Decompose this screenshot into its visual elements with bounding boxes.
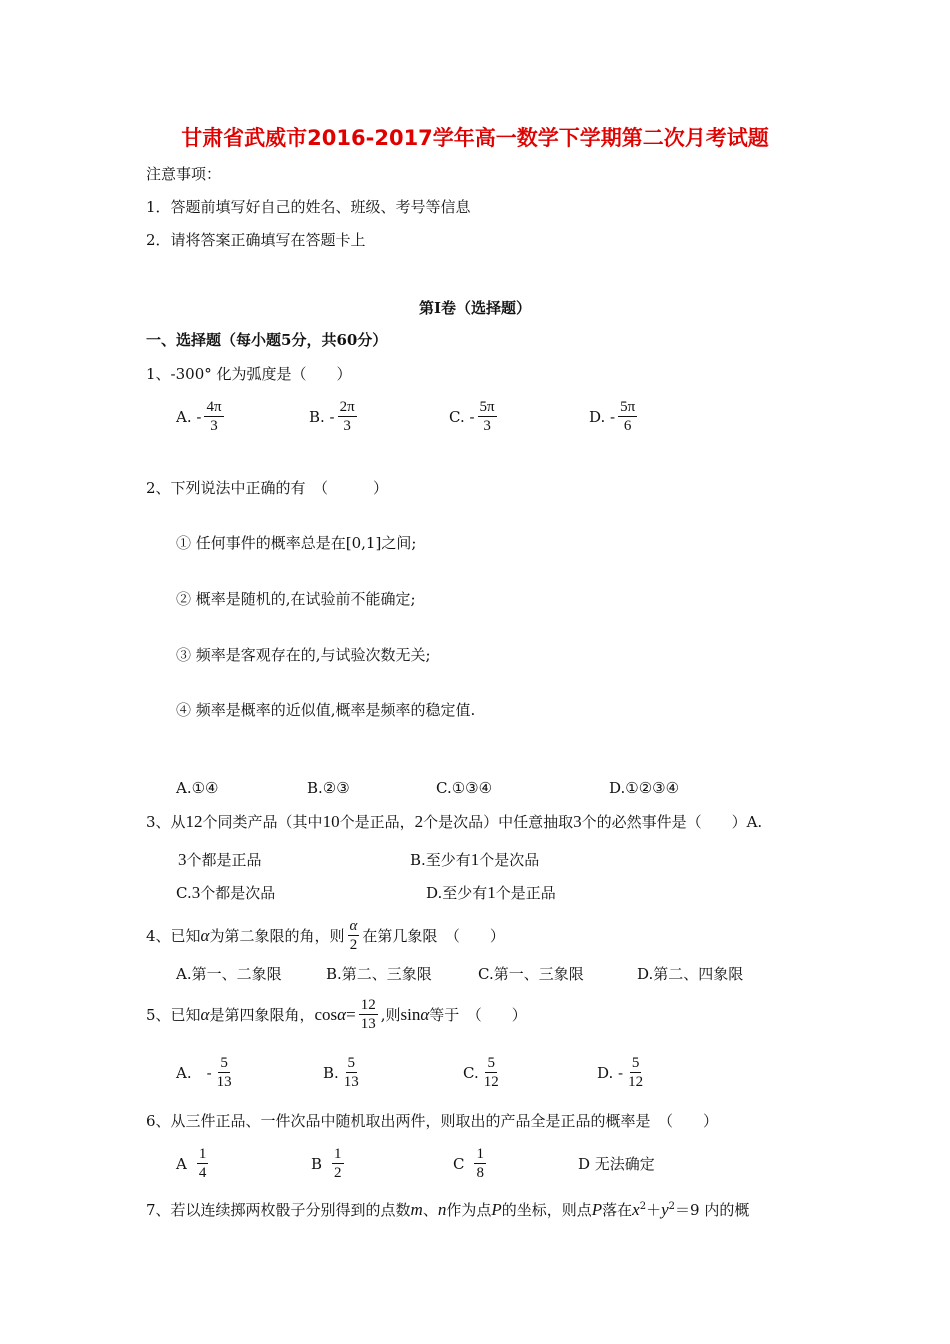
denominator: 3 (343, 418, 351, 434)
q3-option-c (176, 883, 275, 903)
text: 5、已知 (146, 1006, 201, 1024)
option-label: B. (323, 1063, 339, 1082)
q4-option-d: D.第二、四象限 (637, 965, 744, 983)
number: 2 (414, 812, 424, 831)
q2-stem: 2、下列说法中正确的有 （ ） (146, 479, 389, 497)
option-label: C (453, 1154, 465, 1173)
text: 在第几象限 （ ） (362, 927, 505, 945)
fraction (474, 1145, 486, 1182)
text: ＋ (646, 1201, 662, 1219)
q3-option-d (426, 883, 556, 903)
q3-option-b (410, 850, 539, 870)
option-label: A. - (176, 1064, 212, 1082)
number: 10 (322, 812, 340, 831)
text: D.至少有 (426, 884, 488, 902)
q4-stem (146, 917, 505, 954)
var-m: m (410, 1200, 423, 1219)
denominator: 3 (483, 418, 491, 434)
alpha-symbol: α (200, 925, 210, 945)
denominator: 13 (343, 1074, 359, 1090)
option-label: C. - (449, 407, 475, 426)
option-label: D. - (597, 1063, 624, 1082)
fraction (359, 996, 378, 1033)
text: 个同类产品（其中 (202, 813, 323, 831)
fraction (204, 398, 223, 435)
numerator: 5 (487, 1055, 495, 1071)
text: B.至少有 (410, 851, 471, 869)
alpha-symbol: α (420, 1004, 430, 1024)
option-label: D. - (589, 407, 616, 426)
text: 3、从 (146, 813, 186, 831)
q2-statement-2: ② 概率是随机的,在试验前不能确定; (176, 590, 416, 608)
fraction (338, 398, 357, 435)
numerator: 5π (620, 399, 636, 415)
equals-sign: = (346, 1004, 356, 1024)
q5-option-a (176, 1054, 237, 1091)
fraction (215, 1054, 234, 1091)
notice-item-2: 2．请将答案正确填写在答题卡上 (146, 231, 366, 249)
numerator: 5 (347, 1055, 356, 1071)
q2-option-d: D.①②③④ (609, 779, 680, 797)
fraction (478, 398, 497, 435)
q4-option-a: A.第一、二象限 (176, 965, 282, 983)
fraction (626, 1054, 645, 1091)
fraction (332, 1145, 344, 1182)
text: 的坐标，则点 (501, 1201, 592, 1219)
text: 7、若以连续掷两枚骰子分别得到的点数 (146, 1201, 411, 1219)
denominator: 6 (623, 418, 632, 434)
text: 个都是次品 (200, 884, 276, 902)
numerator: 2π (339, 399, 355, 415)
q6-stem: 6、从三件正品、一件次品中随机取出两件，则取出的产品全是正品的概率是 （ ） (146, 1112, 719, 1130)
q6-option-d: D 无法确定 (578, 1155, 655, 1173)
q2-statement-3: ③ 频率是客观存在的,与试验次数无关; (176, 646, 431, 664)
q2-option-c: C.①③④ (436, 779, 493, 797)
text: 4、已知 (146, 927, 201, 945)
numerator: 5 (631, 1055, 640, 1071)
number: 3 (178, 850, 187, 869)
q5-option-d (597, 1054, 648, 1091)
number: 3 (573, 812, 582, 831)
q5-stem (146, 996, 527, 1033)
text: ＝9 内的概 (675, 1201, 750, 1219)
denominator: 3 (210, 418, 218, 434)
var-p: P (591, 1200, 603, 1219)
denominator: 13 (360, 1016, 376, 1032)
var-x: x (632, 1200, 640, 1219)
text: 个是正品 (495, 884, 556, 902)
numerator: 4π (206, 399, 222, 415)
q4-option-c: C.第一、三象限 (478, 965, 584, 983)
text: 作为点 (446, 1201, 492, 1219)
section-title: 一、选择题（每小题5分，共60分） (146, 331, 388, 349)
q7-stem (146, 1197, 749, 1220)
numerator: 5 (220, 1055, 228, 1071)
notice-item-1: 1．答题前填写好自己的姓名、班级、考号等信息 (146, 198, 471, 216)
text: 个是次品）中任意抽取 (423, 813, 574, 831)
q4-option-b: B.第二、三象限 (326, 965, 432, 983)
number: 1 (487, 883, 496, 902)
q3-stem (146, 812, 762, 832)
q2-statement-4: ④ 频率是概率的近似值,概率是频率的稳定值. (176, 701, 476, 719)
text: 为第二象限的角，则 (209, 927, 345, 945)
q2-statement-1: ① 任何事件的概率总是在[0,1]之间; (176, 534, 417, 552)
q2-option-b: B.②③ (307, 779, 350, 797)
text: C. (176, 884, 192, 902)
numerator: 1 (334, 1146, 342, 1162)
q2-option-a: A.①④ (176, 779, 219, 797)
option-label: A (176, 1154, 187, 1173)
text: 是第四象限角， (209, 1006, 315, 1024)
text: 个的必然事件是（ ）A. (581, 813, 763, 831)
numerator: 12 (360, 997, 376, 1013)
number: 12 (185, 812, 203, 831)
var-n: n (437, 1200, 447, 1219)
numerator: α (349, 918, 358, 934)
option-label: A. - (176, 407, 202, 426)
text: 个是次品 (479, 851, 540, 869)
numerator: 5π (479, 399, 495, 415)
q1-option-c (449, 398, 500, 435)
q1-option-b (309, 398, 360, 435)
numerator: 1 (476, 1146, 484, 1162)
q1-option-a (176, 398, 227, 435)
denominator: 12 (628, 1074, 644, 1090)
sin-label: sin (400, 1004, 421, 1024)
q1-stem: 1、-300° 化为弧度是（ ） (146, 365, 352, 383)
fraction (482, 1054, 501, 1091)
text: ,则 (380, 1006, 401, 1024)
number: 3 (191, 883, 201, 902)
text: 个是正品， (339, 813, 415, 831)
denominator: 2 (334, 1165, 342, 1181)
number: 1 (470, 850, 480, 869)
option-label: C. (463, 1063, 479, 1082)
q6-option-b (311, 1145, 347, 1182)
q5-option-c (463, 1054, 504, 1091)
cos-label: cos (314, 1004, 338, 1024)
exponent: 2 (639, 1201, 647, 1212)
part-title: 第I卷（选择题） (418, 299, 532, 317)
exponent: 2 (668, 1201, 676, 1212)
text: 、 (422, 1201, 438, 1219)
option-label: B (311, 1154, 323, 1173)
q1-option-d (589, 398, 640, 435)
var-y: y (661, 1200, 669, 1219)
numerator: 1 (198, 1146, 207, 1162)
fraction (618, 398, 637, 435)
denominator: 13 (216, 1074, 232, 1090)
denominator: 8 (476, 1165, 484, 1181)
alpha-symbol: α (200, 1004, 210, 1024)
q5-option-b (323, 1054, 364, 1091)
page-title: 甘肃省武威市2016-2017学年高一数学下学期第二次月考试题 (181, 126, 769, 150)
text: 等于 （ ） (429, 1006, 527, 1024)
denominator: 12 (483, 1074, 499, 1090)
var-p: P (491, 1200, 502, 1219)
denominator: 2 (349, 937, 358, 953)
notice-heading: 注意事项： (146, 165, 222, 183)
text: 个都是正品 (186, 851, 262, 869)
fraction (348, 917, 360, 954)
text: 落在 (602, 1201, 633, 1219)
fraction (342, 1054, 361, 1091)
option-label: B. - (309, 407, 335, 426)
q6-option-a (176, 1145, 211, 1182)
denominator: 4 (198, 1165, 207, 1181)
q3-option-a (178, 850, 262, 870)
q6-option-c (453, 1145, 489, 1182)
fraction (197, 1145, 209, 1182)
alpha-symbol: α (337, 1004, 347, 1024)
